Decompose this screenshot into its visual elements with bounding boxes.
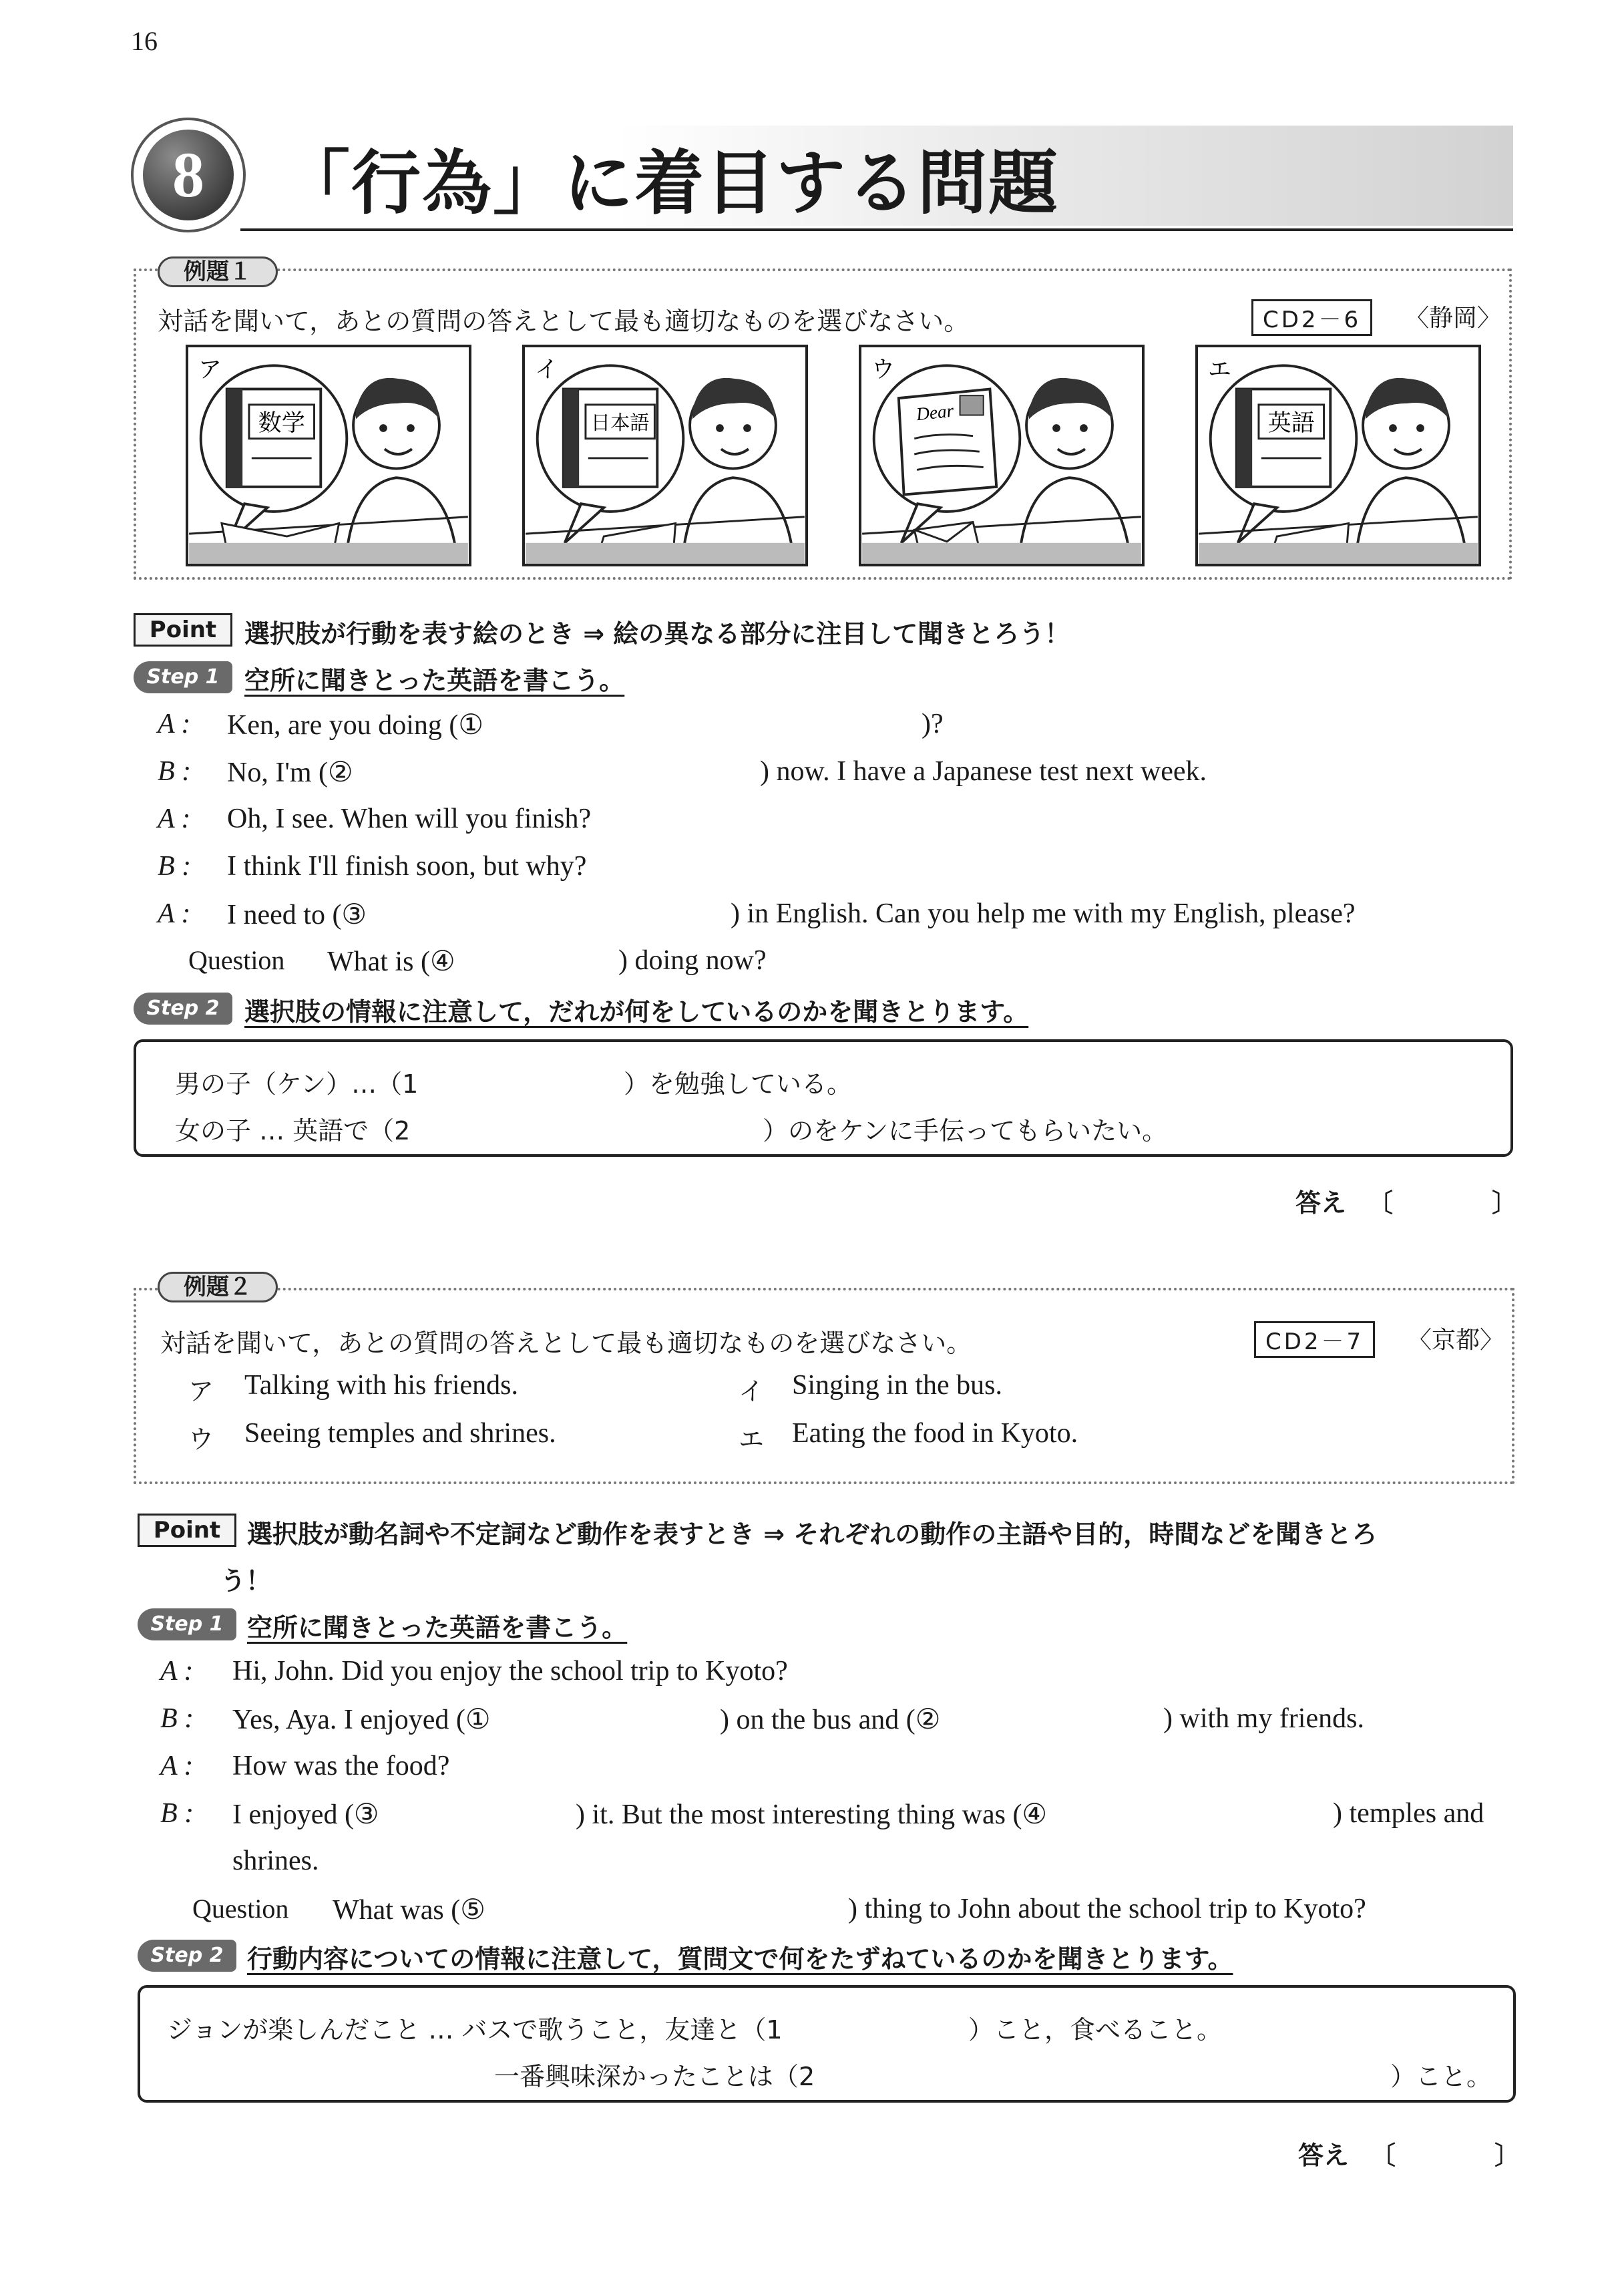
ex1-dialog-1-text: Ken, are you doing (① [227, 710, 484, 741]
picture-a [186, 345, 471, 566]
ex2-choice-a-text[interactable]: Talking with his friends. [244, 1370, 519, 1401]
example1-answer-open: 〔 [1368, 1188, 1394, 1218]
example2-step2-badge: Step 2 [138, 1940, 236, 1972]
ex1-summary-2-text: 女の子 … 英語で（2 [175, 1116, 411, 1146]
example1-answer-label: 答え [1295, 1188, 1347, 1218]
example1-instruction: 対話を聞いて，あとの質問の答えとして最も適切なものを選びなさい。 [158, 307, 970, 336]
ex1-question-close: ) doing now? [618, 945, 767, 976]
ex1-dialog-line-2 [158, 755, 191, 787]
example1-step1-text: 空所に聞きとった英語を書こう。 [244, 666, 625, 695]
ex2-choice-u-text[interactable]: Seeing temples and shrines. [244, 1418, 556, 1449]
picture-i-bubble-text: 日本語 [590, 411, 650, 434]
speaker: A : [158, 898, 191, 929]
example1-step1-badge: Step 1 [134, 661, 232, 693]
ex2-choice-e-label: エ [739, 1425, 765, 1454]
speaker: A : [160, 1656, 194, 1687]
ex2-dialog-2-middle: ) on the bus and (② [720, 1705, 941, 1735]
picture-a-bubble-text: 数学 [258, 409, 305, 437]
example1-answer-close: 〕 [1492, 1188, 1518, 1218]
ex2-dialog-3-text: How was the food? [232, 1751, 450, 1781]
picture-i-label: イ [534, 355, 558, 383]
ex2-choice-a-label: ア [188, 1377, 214, 1406]
picture-e-bubble-text: 英語 [1267, 409, 1315, 437]
ex1-dialog-2-text: No, I'm (② [227, 757, 353, 788]
example2-instruction: 対話を聞いて，あとの質問の答えとして最も適切なものを選びなさい。 [160, 1329, 972, 1358]
example1-point-text: 選択肢が行動を表す絵のとき ⇒ 絵の異なる部分に注目して聞きとろう！ [244, 619, 1070, 649]
page-number: 16 [131, 26, 158, 56]
example2-cd-label: CD2－7 [1254, 1321, 1375, 1358]
picture-u-illustration [861, 347, 1142, 564]
ex1-summary-1-text: 男の子（ケン）…（1 [175, 1069, 419, 1099]
ex2-choice-e-text[interactable]: Eating the food in Kyoto. [792, 1418, 1078, 1449]
title-rule [240, 228, 1513, 231]
picture-i [522, 345, 808, 566]
speaker: A : [158, 709, 191, 739]
example2-region: 〈京都〉 [1408, 1327, 1504, 1354]
ex2-summary-1-close: ）こと，食べること。 [968, 2015, 1223, 2045]
example2-point-text-line1: 選択肢が動名詞や不定詞など動作を表すとき ⇒ それぞれの動作の主語や目的，時間などを聞きとろ [247, 1520, 1378, 1549]
ex1-dialog-5-text: I need to (③ [227, 900, 367, 930]
ex1-summary-2-close: ）のをケンに手伝ってもらいたい。 [763, 1116, 1168, 1146]
ex2-question-text: What was (⑤ [333, 1895, 485, 1926]
speaker: B : [158, 756, 192, 787]
example1-answer-field[interactable] [1408, 1182, 1494, 1216]
ex2-choice-u-label: ウ [188, 1425, 214, 1454]
picture-u-bubble-text: Dear [915, 400, 955, 425]
ex2-dialog-line-2 [160, 1703, 194, 1735]
ex2-dialog-4-continuation: shrines. [232, 1845, 319, 1876]
example1-step2-text: 選択肢の情報に注意して，だれが何をしているのかを聞きとります。 [244, 997, 1029, 1027]
picture-a-illustration [188, 347, 469, 564]
picture-u [859, 345, 1145, 566]
section-title: 「行為」に着目する問題 [280, 142, 1060, 224]
ex2-question-label: Question [192, 1894, 289, 1924]
ex2-choice-i-label: イ [739, 1377, 765, 1406]
speaker: A : [158, 804, 191, 834]
example1-tab: 例題１ [158, 256, 278, 287]
ex1-question-label: Question [188, 945, 285, 975]
ex2-dialog-4-text: I enjoyed (③ [232, 1799, 379, 1830]
example2-tab: 例題２ [158, 1272, 278, 1302]
example2-answer-open: 〔 [1370, 2141, 1396, 2170]
ex1-dialog-3-text: Oh, I see. When will you finish? [227, 804, 592, 834]
ex1-dialog-line-1 [158, 708, 190, 740]
ex2-dialog-line-4 [160, 1797, 194, 1829]
example2-step2-text: 行動内容についての情報に注意して，質問文で何をたずねているのかを聞きとります。 [247, 1944, 1233, 1974]
ex2-choice-i-text[interactable]: Singing in the bus. [792, 1370, 1003, 1401]
ex1-dialog-4-text: I think I'll finish soon, but why? [227, 851, 587, 882]
picture-e-label: エ [1207, 355, 1231, 383]
ex1-dialog-line-3 [158, 803, 190, 835]
speaker: B : [160, 1703, 194, 1734]
ex1-dialog-2-close: ) now. I have a Japanese test next week. [760, 756, 1207, 787]
ex2-dialog-2-close: ) with my friends. [1163, 1703, 1364, 1734]
example2-step1-text: 空所に聞きとった英語を書こう。 [247, 1613, 628, 1642]
ex2-summary-1-text: ジョンが楽しんだこと … バスで歌うこと，友達と（1 [167, 2015, 783, 2045]
ex2-dialog-4-close: ) temples and [1333, 1798, 1484, 1829]
picture-i-illustration [525, 347, 805, 564]
section-number: 8 [143, 130, 234, 220]
ex1-dialog-5-close: ) in English. Can you help me with my English, please? [731, 898, 1356, 929]
example1-cd-label: CD2－6 [1251, 299, 1372, 336]
ex2-dialog-2-text: Yes, Aya. I enjoyed (① [232, 1705, 491, 1735]
example2-point-text-line2: う！ [220, 1566, 272, 1596]
example1-point-badge: Point [134, 613, 232, 647]
speaker: A : [160, 1751, 194, 1781]
example2-point-badge: Point [138, 1514, 236, 1547]
example2-answer-field[interactable] [1410, 2135, 1497, 2168]
speaker: B : [160, 1798, 194, 1829]
ex1-dialog-line-5 [158, 898, 190, 930]
ex1-summary-1-close: ）を勉強している。 [624, 1069, 853, 1099]
speaker: B : [158, 851, 192, 882]
ex2-dialog-line-3 [160, 1750, 193, 1782]
ex2-question-close: ) thing to John about the school trip to Kyoto? [848, 1894, 1366, 1924]
ex2-summary-2-text: 一番興味深かったことは（2 [494, 2062, 815, 2091]
ex1-dialog-1-close: )? [922, 709, 944, 739]
example2-answer-close: 〕 [1494, 2141, 1520, 2170]
example2-step1-badge: Step 1 [138, 1608, 236, 1640]
example1-region: 〈静岡〉 [1405, 305, 1502, 332]
picture-u-label: ウ [871, 355, 895, 383]
ex1-question-text: What is (④ [327, 946, 455, 977]
picture-e [1195, 345, 1481, 566]
example2-answer-label: 答え [1298, 2141, 1350, 2170]
ex2-dialog-line-1 [160, 1655, 193, 1687]
ex1-dialog-line-4 [158, 850, 191, 882]
ex2-summary-2-close: ）こと。 [1390, 2062, 1492, 2091]
picture-e-illustration [1198, 347, 1478, 564]
ex2-dialog-4-middle: ) it. But the most interesting thing was (④ [576, 1799, 1048, 1830]
picture-a-label: ア [198, 355, 222, 383]
example1-step2-badge: Step 2 [134, 993, 232, 1025]
ex2-dialog-1-text: Hi, John. Did you enjoy the school trip to Kyoto? [232, 1656, 788, 1687]
